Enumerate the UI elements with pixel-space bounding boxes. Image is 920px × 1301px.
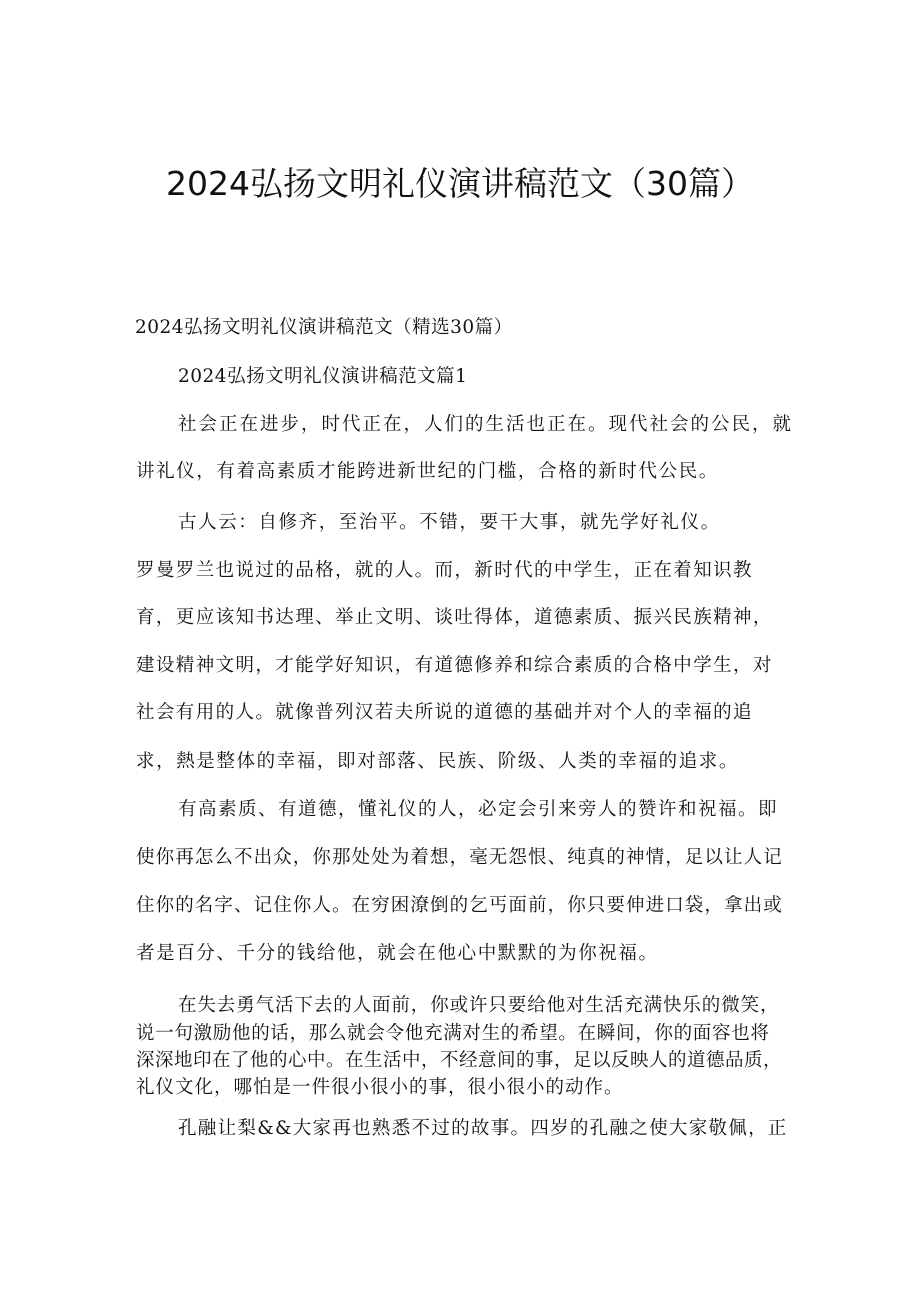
text-line: 罗曼罗兰也说过的品格，就的人。而，新时代的中学生，正在着知识教	[136, 560, 753, 581]
text-line: 深深地印在了他的心中。在生活中，不经意间的事，足以反映人的道德品质，	[136, 1050, 783, 1071]
text-line: 孔融让梨&&大家再也熟悉不过的故事。四岁的孔融之使大家敬佩，正	[178, 1118, 788, 1139]
text-line: 社会正在进步，时代正在，人们的生活也正在。现代社会的公民，就	[178, 414, 794, 435]
text-line: 古人云：自修齐，至治平。不错，要干大事，就先学好礼仪。	[178, 512, 721, 533]
text-line: 说一句激励他的话，那么就会令他充满对生的希望。在瞬间，你的面容也将	[136, 1023, 770, 1044]
text-line: 使你再怎么不出众，你那处处为着想，毫无怨恨、纯真的神情，足以让人记	[136, 847, 783, 868]
text-line: 育，更应该知书达理、举止文明、谈吐得体，道德素质、振兴民族精神，	[136, 607, 773, 628]
text-line: 社会有用的人。就像普列汉若夫所说的道德的基础并对个人的幸福的追	[136, 702, 753, 723]
text-line: 有高素质、有道德，懂礼仪的人，必定会引来旁人的赞许和祝福。即	[178, 799, 779, 820]
document-subtitle: 2024弘扬文明礼仪演讲稿范文（精选30篇）	[135, 317, 513, 338]
section-heading: 2024弘扬文明礼仪演讲稿范文篇1	[178, 366, 468, 387]
text-line: 住你的名字、记住你人。在穷困潦倒的乞丐面前，你只要伸进口袋，拿出或	[136, 895, 783, 916]
text-line: 礼仪文化，哪怕是一件很小很小的事，很小很小的动作。	[136, 1077, 624, 1098]
text-line: 建设精神文明，才能学好知识，有道德修养和综合素质的合格中学生，对	[136, 655, 773, 676]
text-line: 在失去勇气活下去的人面前，你或许只要给他对生活充满快乐的微笑，	[178, 995, 780, 1016]
text-line: 讲礼仪，有着高素质才能跨进新世纪的门槛，合格的新时代公民。	[136, 461, 719, 482]
text-line: 求，熱是整体的幸福，即对部落、民族、阶级、人类的幸福的追求。	[136, 751, 740, 772]
text-line: 者是百分、千分的钱给他，就会在他心中默默的为你祝福。	[136, 943, 659, 964]
document-title: 2024弘扬文明礼仪演讲稿范文（30篇）	[166, 164, 754, 203]
